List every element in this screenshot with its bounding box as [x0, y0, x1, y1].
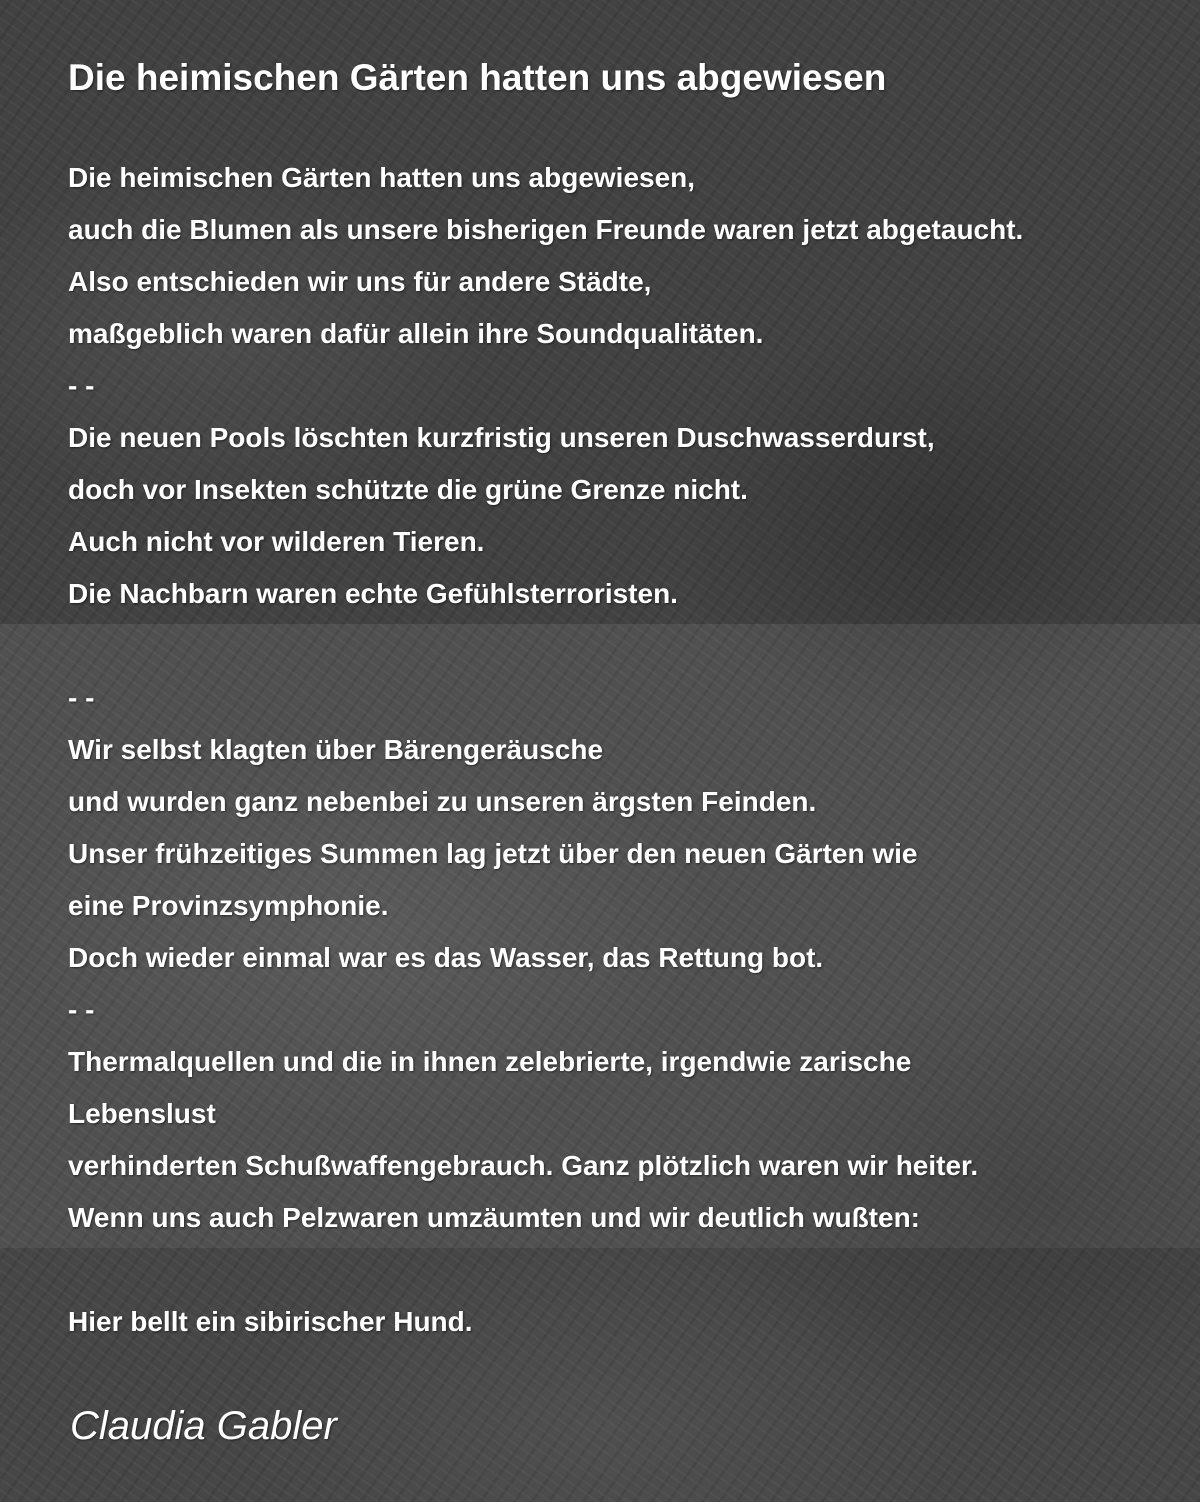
poem-line: Also entschieden wir uns für andere Städte,: [68, 266, 652, 297]
poem-line: Thermalquellen und die in ihnen zelebrierte, irgendwie zarische: [68, 1046, 912, 1077]
poem-line: Auch nicht vor wilderen Tieren.: [68, 526, 485, 557]
stanza-separator: - -: [68, 682, 95, 713]
author-name: Claudia Gabler: [70, 1404, 337, 1448]
poem-line: Wir selbst klagten über Bärengeräusche: [68, 734, 604, 765]
poem-line: Wenn uns auch Pelzwaren umzäumten und wir deutlich wußten:: [68, 1202, 921, 1233]
poem-line: Unser frühzeitiges Summen lag jetzt über den neuen Gärten wie: [68, 838, 918, 869]
blank-line: [68, 1244, 1188, 1296]
poem-line: Doch wieder einmal war es das Wasser, das Rettung bot.: [68, 942, 824, 973]
poem-line: Die heimischen Gärten hatten uns abgewiesen,: [68, 162, 696, 193]
poem-line: und wurden ganz nebenbei zu unseren ärgsten Feinden.: [68, 786, 817, 817]
poem-line: Lebenslust: [68, 1098, 216, 1129]
poem-line: Die neuen Pools löschten kurzfristig unseren Duschwasserdurst,: [68, 422, 935, 453]
poem-line: Hier bellt ein sibirischer Hund.: [68, 1306, 473, 1337]
poem-line: auch die Blumen als unsere bisherigen Freunde waren jetzt abgetaucht.: [68, 214, 1024, 245]
poem-line: doch vor Insekten schützte die grüne Grenze nicht.: [68, 474, 748, 505]
stanza-separator: - -: [68, 370, 95, 401]
blank-line: [68, 620, 1188, 672]
poem-body: [68, 152, 1188, 1348]
poem-line: eine Provinzsymphonie.: [68, 890, 389, 921]
stanza-separator: - -: [68, 994, 95, 1025]
poem-line: verhinderten Schußwaffengebrauch. Ganz plötzlich waren wir heiter.: [68, 1150, 979, 1181]
poem-title: Die heimischen Gärten hatten uns abgewiesen: [68, 57, 887, 98]
poem-line: Die Nachbarn waren echte Gefühlsterroristen.: [68, 578, 678, 609]
poem-line: maßgeblich waren dafür allein ihre Soundqualitäten.: [68, 318, 764, 349]
